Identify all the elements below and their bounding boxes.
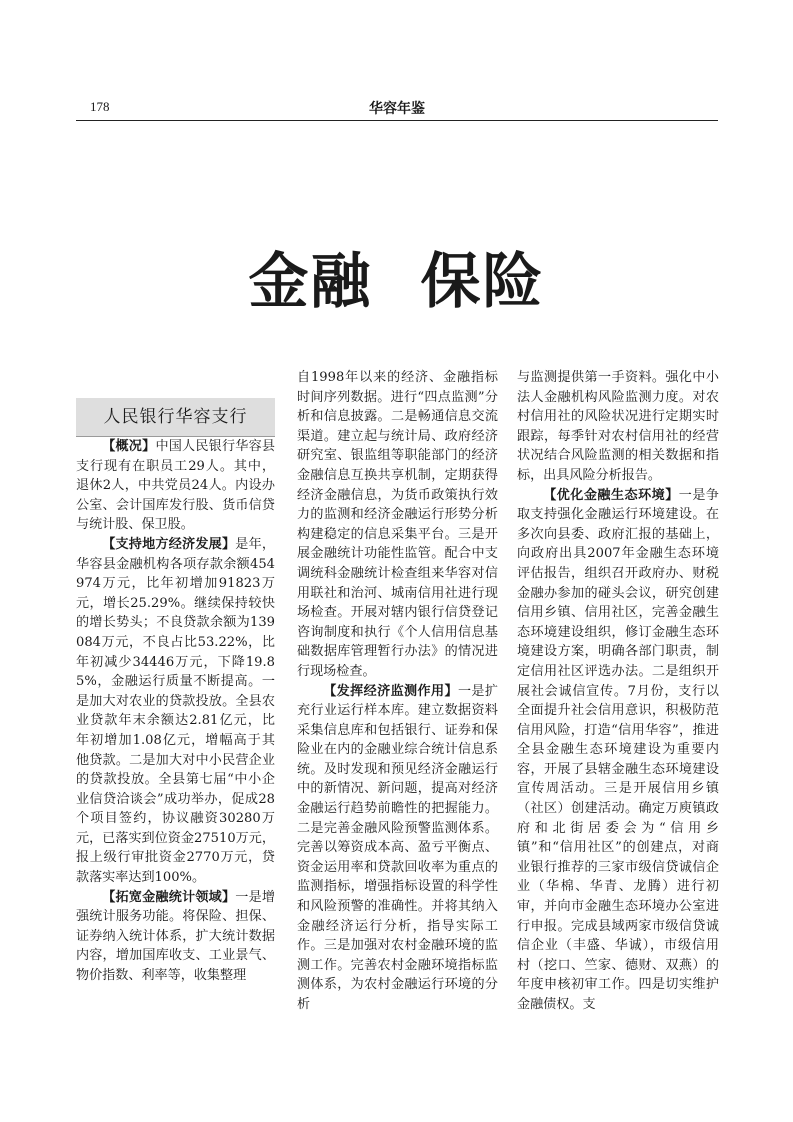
column-3 [517,368,719,1015]
paragraph-overview [76,437,275,535]
page-number: 178 [90,99,110,114]
column-2 [297,368,498,1015]
paragraph-text: 是年，华容县金融机构各项存款余额454974万元，比年初增加91823万元，增长25.29%。继续保持较快的增长势头；不良贷款余额为139084万元，不良占比53.22%，比年初减少34446万元，下降19.85%，金融运行质量不断提高。一是加大对农业的贷款投放。全县农业贷款年末余额达2.81亿元，比年初增加1.08亿元，增幅高于其他贷款。二是加大对中小民营企业的贷款投放。全县第七届“中小企业信贷洽谈会”成功举办，促成28个项目签约，协议融资30280万元，已落实到位资金27510万元，报上级行审批资金2770万元，贷款落实率达到100%。 [76,536,276,886]
paragraph-continued: 自1998年以来的经济、金融指标时间序列数据。进行“四点监测”分析和信息披露。二是畅通信息交流渠道。建立起与统计局、政府经济研究室、银监组等职能部门的经济金融信息互换共享机制，定期获得经济金融信息，为货币政策执行效力的监测和经济金融运行形势分析构建稳定的信息采集平台。三是开展金融统计功能性监管。配合中支调统科金融统计检查组来华容对信用联社和治河、城南信用社进行现场检查。开展对辖内银行信贷登记咨询制度和执行《个人信用信息基础数据库管理暂行办法》的情况进行现场检查。 [297,370,498,679]
running-title: 华容年鉴 [369,101,425,117]
paragraph-monitoring [297,682,498,1015]
paragraph-text: 一是争取支持强化金融运行环境建设。在多次向县委、政府汇报的基础上，向政府出具2007年金融生态环境评估报告，组织召开政府办、财税金融办参加的碰头会议，研究创建信用乡镇、信用社区，完善金融生态环境建设组织，修订金融生态环境建设方案，明确各部门职责，制定信用社区评选办法。二是组织开展社会诚信宣传。7月份，支行以全面提升社会信用意识，积极防范信用风险，打造“信用华容”，推进全县金融生态环境建设为重要内容，开展了县辖金融生态环境建设宣传周活动。三是开展信用乡镇（社区）创建活动。确定万庾镇政府和北街居委会为“信用乡镇”和“信用社区”的创建点，对商业银行推荐的三家市级信贷诚信企业（华棉、华青、龙腾）进行初审，并向市金融生态环境办公室进行申报。完成县域两家市级信贷诚信企业（丰盛、华诚），市级信用村（挖口、竺家、德财、双燕）的年度申核初审工作。四是切实维护金融债权。支 [517,487,720,1012]
paragraph-heading: 【支持地方经济发展】 [102,536,236,552]
paragraph-heading: 【概况】 [102,439,156,454]
column-1 [76,368,275,986]
paragraph-text: 一是增强统计服务功能。将保险、担保、证券纳入统计体系，扩大统计数据内容，增加国库收支、工业景气、物价指数、利率等，收集整理 [76,889,276,984]
section-title: 人民银行华容支行 [103,407,248,427]
page-header [76,96,718,121]
chapter-title-part1: 金融 [248,247,373,317]
chapter-title-part2: 保险 [420,247,545,317]
paragraph-text: 中国人民银行华容县支行现有在职员工29人。其中，退休2人，中共党员24人。内设办公室、会计国库发行股、货币信贷与统计股、保卫股。 [76,439,276,533]
paragraph-heading: 【拓宽金融统计领域】 [102,889,236,905]
paragraph-support-economy [76,535,275,888]
paragraph-continued: 与监测提供第一手资料。强化中小法人金融机构风险监测力度。对农村信用社的风险状况进行定期实时跟踪，每季针对农村信用社的经营状况结合风险监测的相关数据和指标，出具风险分析报告。 [517,370,719,483]
paragraph-text: 一是扩充行业运行样本库。建立数据资料采集信息库和包括银行、证券和保险业在内的金融业综合统计信息系统。及时发现和预见经济金融运行中的新情况、新问题，提高对经济金融运行趋势前瞻性的把握能力。二是完善金融风险预警监测体系。完善以筹资成本高、盈亏平衡点、资金运用率和贷款回收率为重点的监测指标，增强指标设置的科学性和风险预警的准确性。并将其纳入金融经济运行分析，指导实际工作。三是加强对农村金融环境的监测工作。完善农村金融环境指标监测体系，为农村金融运行环境的分析 [297,683,498,1012]
paragraph-ecosystem [517,486,719,1015]
section-heading-box [76,398,275,437]
paragraph-heading: 【优化金融生态环境】 [543,487,679,503]
paragraph-heading: 【发挥经济监测作用】 [323,683,458,699]
paragraph-statistics [76,888,275,986]
chapter-title [0,232,793,332]
